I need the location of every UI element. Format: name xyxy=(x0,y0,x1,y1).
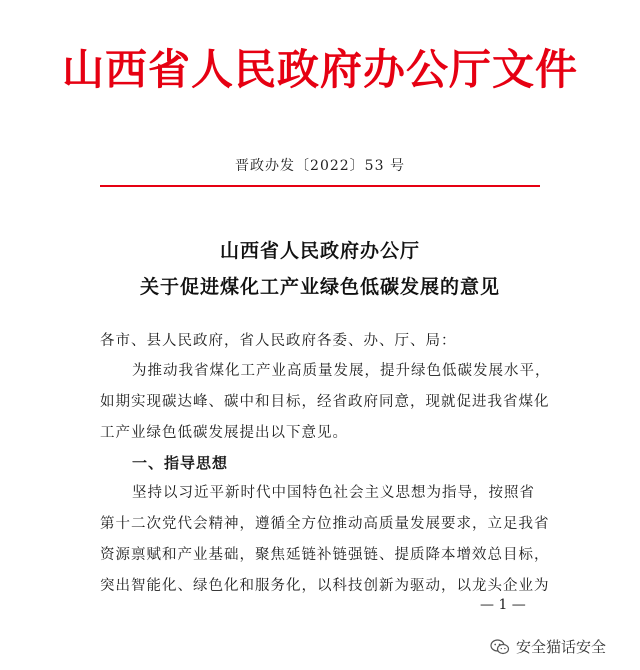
salutation: 各市、县人民政府，省人民政府各委、办、厅、局： xyxy=(100,333,457,349)
section-paragraph-line: 资源禀赋和产业基础，聚焦延链补链强链、提质降本增效总目标， xyxy=(100,547,550,563)
page-number: — 1 — xyxy=(480,597,526,613)
document-number: 晋政办发〔2022〕53 号 xyxy=(235,158,405,174)
document-title-line-1: 山西省人民政府办公厅 xyxy=(219,240,420,262)
red-divider-rule xyxy=(100,185,540,187)
document-header-title: 山西省人民政府办公厅文件 xyxy=(61,45,578,94)
document-title-line-2: 关于促进煤化工产业绿色低碳发展的意见 xyxy=(139,276,500,298)
intro-paragraph-line: 工产业绿色低碳发展提出以下意见。 xyxy=(100,425,348,441)
intro-paragraph-line: 如期实现碳达峰、碳中和目标，经省政府同意，现就促进我省煤化 xyxy=(100,394,550,410)
section-paragraph-line: 第十二次党代会精神，遵循全方位推动高质量发展要求，立足我省 xyxy=(100,516,550,532)
wechat-icon xyxy=(490,639,510,655)
watermark xyxy=(490,636,606,657)
section-heading: 一、指导思想 xyxy=(132,454,229,472)
section-paragraph-line: 突出智能化、绿色化和服务化，以科技创新为驱动，以龙头企业为 xyxy=(100,578,550,594)
section-paragraph-line: 坚持以习近平新时代中国特色社会主义思想为指导，按照省 xyxy=(132,485,535,501)
watermark-text: 安全猫话安全 xyxy=(516,638,607,656)
intro-paragraph-line: 为推动我省煤化工产业高质量发展，提升绿色低碳发展水平， xyxy=(132,363,551,379)
